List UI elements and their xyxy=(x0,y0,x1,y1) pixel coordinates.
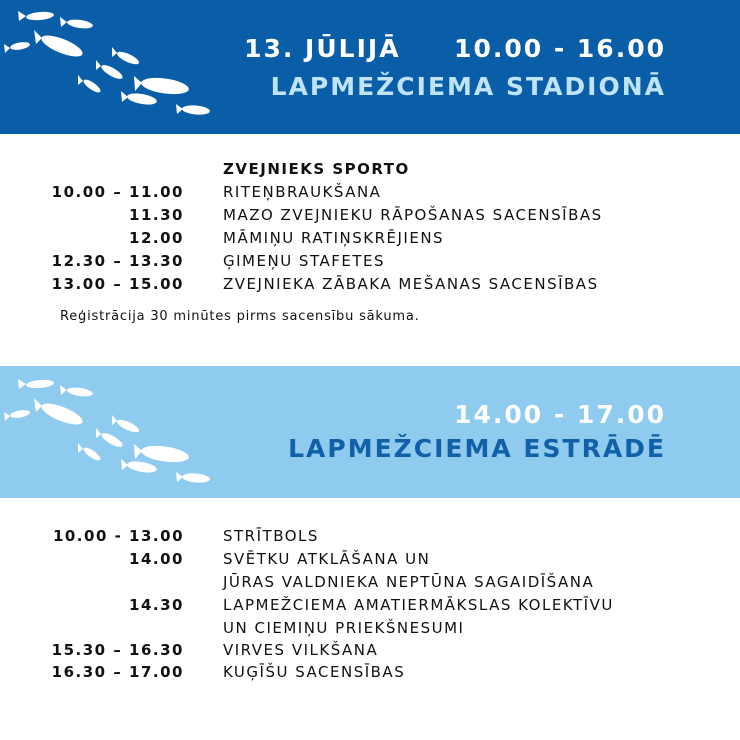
schedule-activity: LAPMEŽCIEMA AMATIERMĀKSLAS KOLEKTĪVU xyxy=(223,596,614,614)
schedule-time: 16.30 – 17.00 xyxy=(51,663,184,681)
schedule-activity: VIRVES VILKŠANA xyxy=(223,641,379,659)
schedule-activity: JŪRAS VALDNIEKA NEPTŪNA SAGAIDĪŠANA xyxy=(223,573,595,591)
schedule-time: 14.00 xyxy=(129,550,184,568)
schedule-activity: SVĒTKU ATKLĀŠANA UN xyxy=(223,550,431,568)
fish-school-icon xyxy=(0,0,230,134)
schedule-time: 12.30 – 13.30 xyxy=(51,252,184,270)
header-band-stadium xyxy=(0,0,740,134)
venue-stadium: LAPMEŽCIEMA STADIONĀ xyxy=(270,72,666,101)
schedule-row xyxy=(0,663,740,685)
schedule-row xyxy=(0,275,740,297)
header-band-stage xyxy=(0,366,740,498)
schedule-activity: KUĢĪŠU SACENSĪBAS xyxy=(223,663,406,681)
schedule-activity: RITEŅBRAUKŠANA xyxy=(223,183,382,201)
schedule-activity: MAZO ZVEJNIEKU RĀPOŠANAS SACENSĪBAS xyxy=(223,206,603,224)
schedule-row xyxy=(0,183,740,205)
schedule-row xyxy=(0,619,740,641)
schedule-time: 12.00 xyxy=(129,229,184,247)
venue-stage: LAPMEŽCIEMA ESTRĀDĒ xyxy=(288,434,666,463)
schedule-time: 15.30 – 16.30 xyxy=(51,641,184,659)
schedule-row xyxy=(0,229,740,251)
schedule-row xyxy=(0,641,740,663)
schedule-time: 14.30 xyxy=(129,596,184,614)
schedule-activity: MĀMIŅU RATIŅSKRĒJIENS xyxy=(223,229,445,247)
schedule-row xyxy=(0,206,740,228)
schedule-time: 10.00 – 11.00 xyxy=(51,183,184,201)
schedule-time: 10.00 - 13.00 xyxy=(52,527,184,545)
schedule-activity: UN CIEMIŅU PRIEKŠNESUMI xyxy=(223,619,465,637)
schedule-row xyxy=(0,573,740,595)
registration-note: Reģistrācija 30 minūtes pirms sacensību sākuma. xyxy=(60,309,420,324)
schedule-activity: STRĪTBOLS xyxy=(223,527,319,545)
schedule-row xyxy=(0,596,740,618)
schedule-time: 13.00 – 15.00 xyxy=(51,275,184,293)
fish-school-icon xyxy=(0,366,230,498)
section-title-sports: ZVEJNIEKS SPORTO xyxy=(223,160,410,178)
schedule-time: 11.30 xyxy=(129,206,184,224)
schedule-activity: ĢIMEŅU STAFETES xyxy=(223,252,385,270)
event-time-stage: 14.00 - 17.00 xyxy=(454,400,666,429)
schedule-row xyxy=(0,550,740,572)
event-date-time: 13. JŪLIJĀ 10.00 - 16.00 xyxy=(244,34,666,63)
schedule-row xyxy=(0,527,740,549)
schedule-activity: ZVEJNIEKA ZĀBAKA MEŠANAS SACENSĪBAS xyxy=(223,275,599,293)
schedule-row xyxy=(0,252,740,274)
